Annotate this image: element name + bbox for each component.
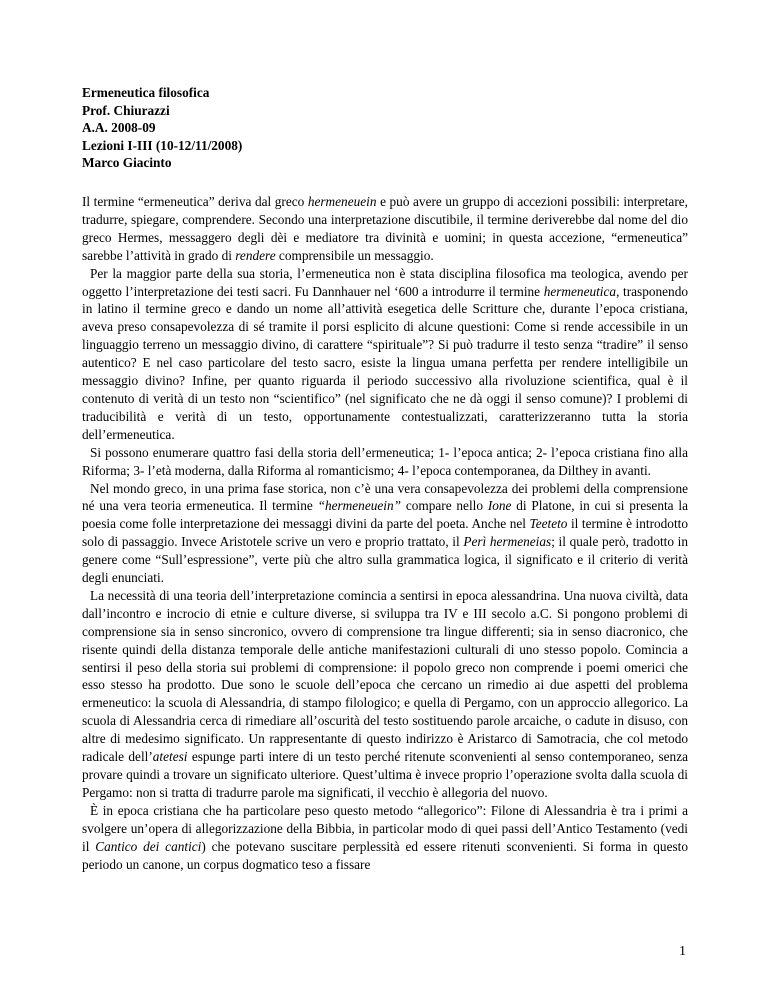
italic-text: Ione [487,498,512,514]
paragraph [82,480,688,587]
italic-text: rendere [235,247,276,263]
text-run: Si possono enumerare quattro fasi della storia dell’ermeneutica; 1- l’epoca antica; 2- l’epoca cristiana fino alla Riforma; 3- l’età moderna, dalla Riforma al romanticismo; 4- l’epoca contemporanea, da Dilthey in avanti. [82,444,688,478]
paragraph [82,444,688,480]
italic-text: atetesi [152,749,188,765]
text-run: di Platone, in cui si presenta la poesia come folle interpretazione dei messaggi divini da parte del poeta. Anche nel [82,498,688,532]
document-header [82,84,242,172]
page-number: 1 [679,944,686,959]
text-run: e può avere un gruppo di accezioni possibili: interpretare, tradurre, spiegare, comprendere. Secondo una interpretazione discutibile, il termine deriverebbe dal nome del dio greco Hermes, messaggero degli dèi e mediatore tra divinità e uomini; in questa accezione, “ermeneutica” sarebbe l’attività in grado di [82,194,688,263]
italic-text: hermeneuein [307,194,377,209]
text-run: ) che potevano suscitare perplessità ed essere ritenuti sconvenienti. Si forma in questo periodo un canone, un corpus dogmatico teso a fissare [82,838,688,872]
italic-text: Cantico dei cantici [95,838,202,854]
paragraph [82,265,688,444]
author-name: Marco Giacinto [82,155,172,170]
italic-text: hermeneutica [543,283,617,299]
italic-text: Perì hermeneias [463,534,552,550]
text-run: comprensibile un messaggio. [275,247,434,263]
professor-name: Prof. Chiurazzi [82,102,170,118]
text-run: Nel mondo greco, in una prima fase storica, non c’è una vera consapevolezza dei problemi della comprensione né una vera teoria ermeneutica. Il termine [82,480,688,514]
lesson-info: Lezioni I-III (10-12/11/2008) [82,137,243,153]
text-run: La necessità di una teoria dell’interpretazione comincia a sentirsi in epoca alessandrina. Una nuova civiltà, data dall’incontro e incrocio di etnie e culture diverse, si sviluppa tra IV e III secolo a.C. Si pongono problemi di comprensione sia in senso sincronico, ovvero di comprensione tra lingue differenti; sia in senso diacronico, che risente quindi della distanza temporale delle antiche manifestazioni culturali di uno stesso popolo. Comincia a sentirsi il peso della storia sui problemi di comprensione: il popolo greco non comprende i poemi omerici che esso stesso ha prodotto. Due sono le scuole dell’epoca che cercano un rimedio ai due aspetti del problema ermeneutico: la scuola di Alessandria, di stampo filologico; e quella di Pergamo, con un approccio allegorico. La scuola di Alessandria cerca di rimediare all’oscurità del testo sostituendo parole arcaiche, o cadute in disuso, con altre di medesimo significato. Un rappresentante di questo indirizzo è Aristarco di Samotracia, che col metodo radicale dell’ [82,587,688,765]
text-run: il termine è introdotto solo di passaggio. Invece Aristotele scrive un vero e proprio trattato, il [82,516,688,550]
text-run: , trasponendo in latino il termine greco e dando un nome all’attività esegetica delle Scritture che, durante l’epoca cristiana, aveva preso consapevolezza di sé tramite il porsi esplicito di alcune questioni: Come si rende accessibile in un linguaggio terreno un messaggio divino, di carattere “spirituale”? Si può tradurre il testo senza “tradire” il senso autentico? E nel caso particolare del testo sacro, esiste la lingua umana perfetta per rendere intelligibile un messaggio divino? Infine, per quanto riguarda il periodo successivo alla rivoluzione scientifica, qual è il contenuto di verità di un testo non “scientifico” (nel significato che ne dà oggi il senso comune)? I problemi di traducibilità e verità di un testo, opportunamente contestualizzati, caratterizzeranno tutta la storia dell’ermeneutica. [82,283,688,442]
text-run: espunge parti intere di un testo perché ritenute sconvenienti al senso contemporaneo, senza provare quindi a trovare un significato ulteriore. Quest’ultima è invece proprio l’operazione svolta dalla scuola di Pergamo: non si tratta di tradurre parole ma significati, il vecchio è allegoria del nuovo. [82,749,688,800]
document-body [82,193,688,873]
text-run: ; il quale però, tradotto in genere come “Sull’espressione”, verte più che altro sulla grammatica logica, il significato e il criterio di verità degli enunciati. [82,534,689,586]
paragraph [82,193,688,265]
text-run: Il termine “ermeneutica” deriva dal greco [82,194,308,209]
text-run: È in epoca cristiana che ha particolare peso questo metodo “allegorico”: Filone di Alessandria è tra i primi a svolgere un’opera di allegorizzazione della Bibbia, in particolar modo di quei passi dell’Antico Testamento (vedi il [82,802,688,854]
italic-text: “hermeneuein” [317,498,402,514]
italic-text: Teeteto [529,516,568,532]
text-run: compare nello [401,498,488,514]
paragraph [82,587,688,802]
course-title: Ermeneutica filosofica [82,85,210,100]
academic-year: A.A. 2008-09 [82,120,156,135]
paragraph [82,802,688,874]
text-run: Per la maggior parte della sua storia, l’ermeneutica non è stata disciplina filosofica ma teologica, avendo per oggetto l’interpretazione dei testi sacri. Fu Dannhauer nel ‘600 a introdurre il termine [82,265,688,299]
